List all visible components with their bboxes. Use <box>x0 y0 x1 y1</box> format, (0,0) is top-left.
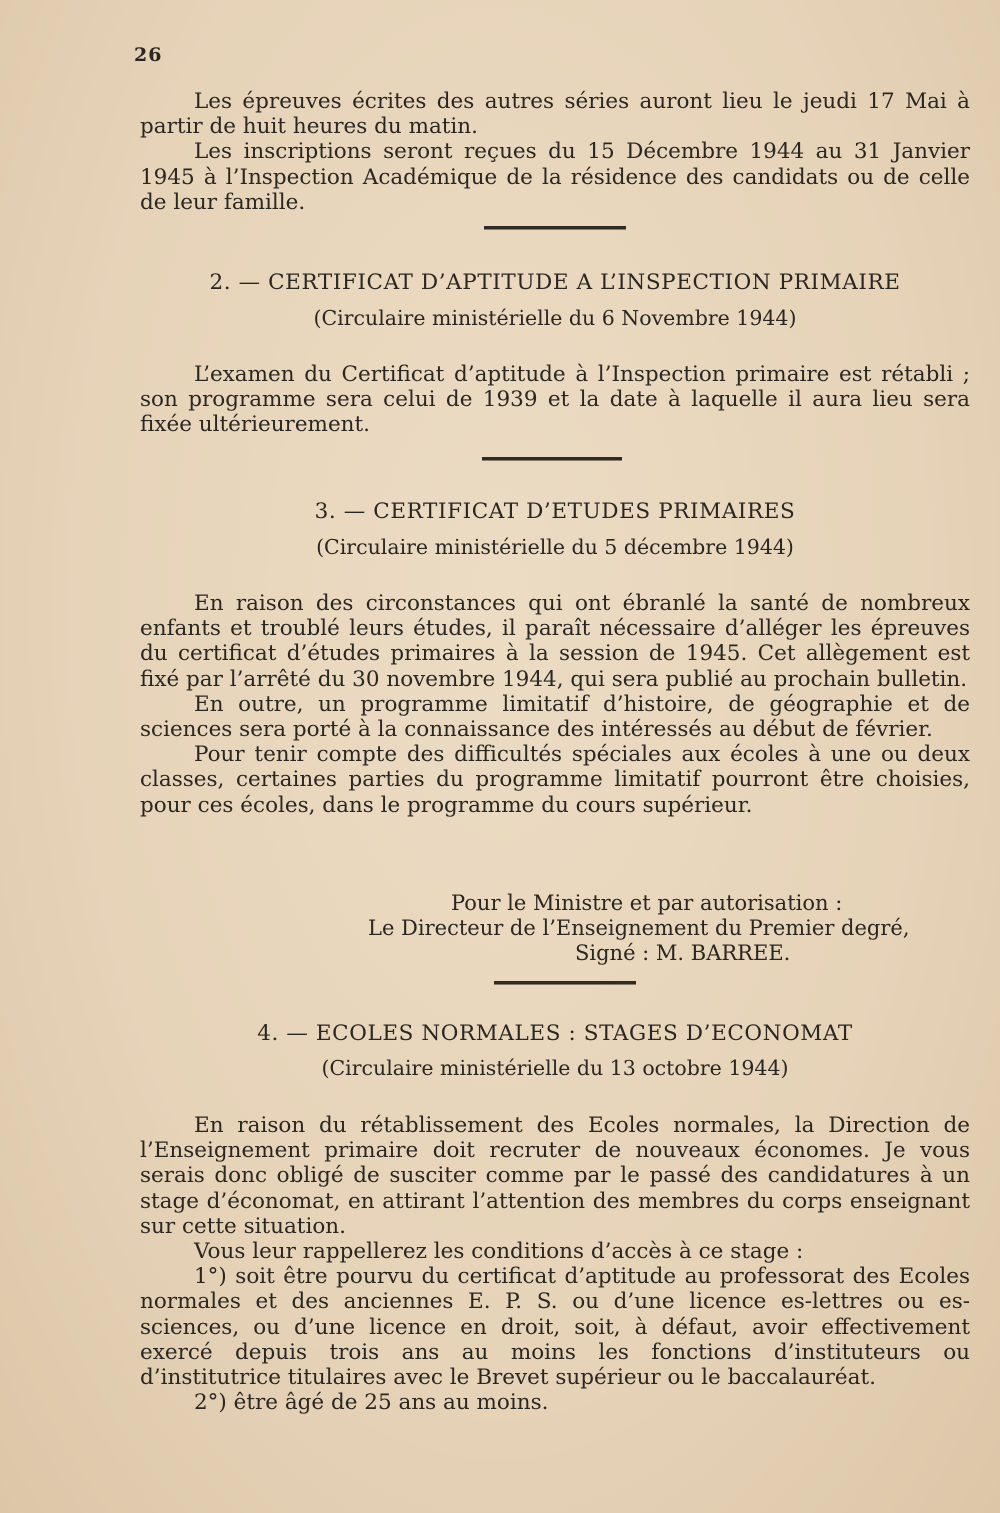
section3-body <box>140 591 970 818</box>
signature-line-1: Pour le Ministre et par autorisation : <box>451 891 843 915</box>
section2-paragraph-1: L’examen du Certificat d’aptitude à l’Inspection primaire est rétabli ; son programme sera celui de 1939 et la date à laquelle il aura lieu sera fixée ultérieurement. <box>140 362 970 438</box>
intro-paragraph-2: Les inscriptions seront reçues du 15 Décembre 1944 au 31 Janvier 1945 à l’Inspection Académique de la résidence des candidats ou de celle de leur famille. <box>140 139 970 215</box>
section4-subheading: (Circulaire ministérielle du 13 octobre 1944) <box>321 1056 789 1080</box>
signature-line-2: Le Directeur de l’Enseignement du Premier degré, <box>368 916 910 940</box>
divider-3 <box>494 981 636 985</box>
section4-paragraph-3: 1°) soit être pourvu du certificat d’aptitude au professorat des Ecoles normales et des anciennes E. P. S. ou d’une licence es-lettres ou es-sciences, ou d’une licence en droit, soit, à défaut, avoir effectivement exercé depuis trois ans au moins les fonctions d’instituteurs ou d’institutrice titulaires avec le Brevet supérieur ou le baccalauréat. <box>140 1264 970 1391</box>
section4-body <box>140 1113 970 1415</box>
section2-body <box>140 362 970 438</box>
intro-paragraph-1: Les épreuves écrites des autres séries auront lieu le jeudi 17 Mai à partir de huit heures du matin. <box>140 89 970 140</box>
section4-paragraph-1: En raison du rétablissement des Ecoles normales, la Direction de l’Enseignement primaire doit recruter de nouveaux économes. Je vous serais donc obligé de susciter comme par le passé des candidatures à un stage d’économat, en attirant l’attention des membres du corps enseignant sur cette situation. <box>140 1113 970 1239</box>
intro-section <box>140 89 970 215</box>
signature-line-3: Signé : M. BARREE. <box>575 941 791 965</box>
divider-1 <box>484 226 626 230</box>
section3-paragraph-3: Pour tenir compte des difficultés spéciales aux écoles à une ou deux classes, certaines parties du programme limitatif pourront être choisies, pour ces écoles, dans le programme du cours supérieur. <box>140 742 970 818</box>
section2-subheading: (Circulaire ministérielle du 6 Novembre 1944) <box>313 306 797 330</box>
divider-2 <box>482 457 622 461</box>
section4-paragraph-2: Vous leur rappellerez les conditions d’accès à ce stage : <box>194 1239 804 1265</box>
section3-heading: 3. — CERTIFICAT D’ETUDES PRIMAIRES <box>314 499 796 524</box>
section2-heading: 2. — CERTIFICAT D’APTITUDE A L’INSPECTION PRIMAIRE <box>209 270 901 295</box>
section4-paragraph-4: 2°) être âgé de 25 ans au moins. <box>194 1390 549 1416</box>
section3-subheading: (Circulaire ministérielle du 5 décembre 1944) <box>316 535 794 559</box>
page-number: 26 <box>134 44 163 66</box>
section3-paragraph-2: En outre, un programme limitatif d’histoire, de géographie et de sciences sera porté à la connaissance des intéressés au début de février. <box>140 691 970 743</box>
section4-heading: 4. — ECOLES NORMALES : STAGES D’ECONOMAT <box>257 1021 853 1046</box>
section3-paragraph-1: En raison des circonstances qui ont ébranlé la santé de nombreux enfants et troublé leurs études, il paraît nécessaire d’alléger les épreuves du certificat d’études primaires à la session de 1945. Cet allègement est fixé par l’arrêté du 30 novembre 1944, qui sera publié au prochain bulletin. <box>140 591 970 692</box>
